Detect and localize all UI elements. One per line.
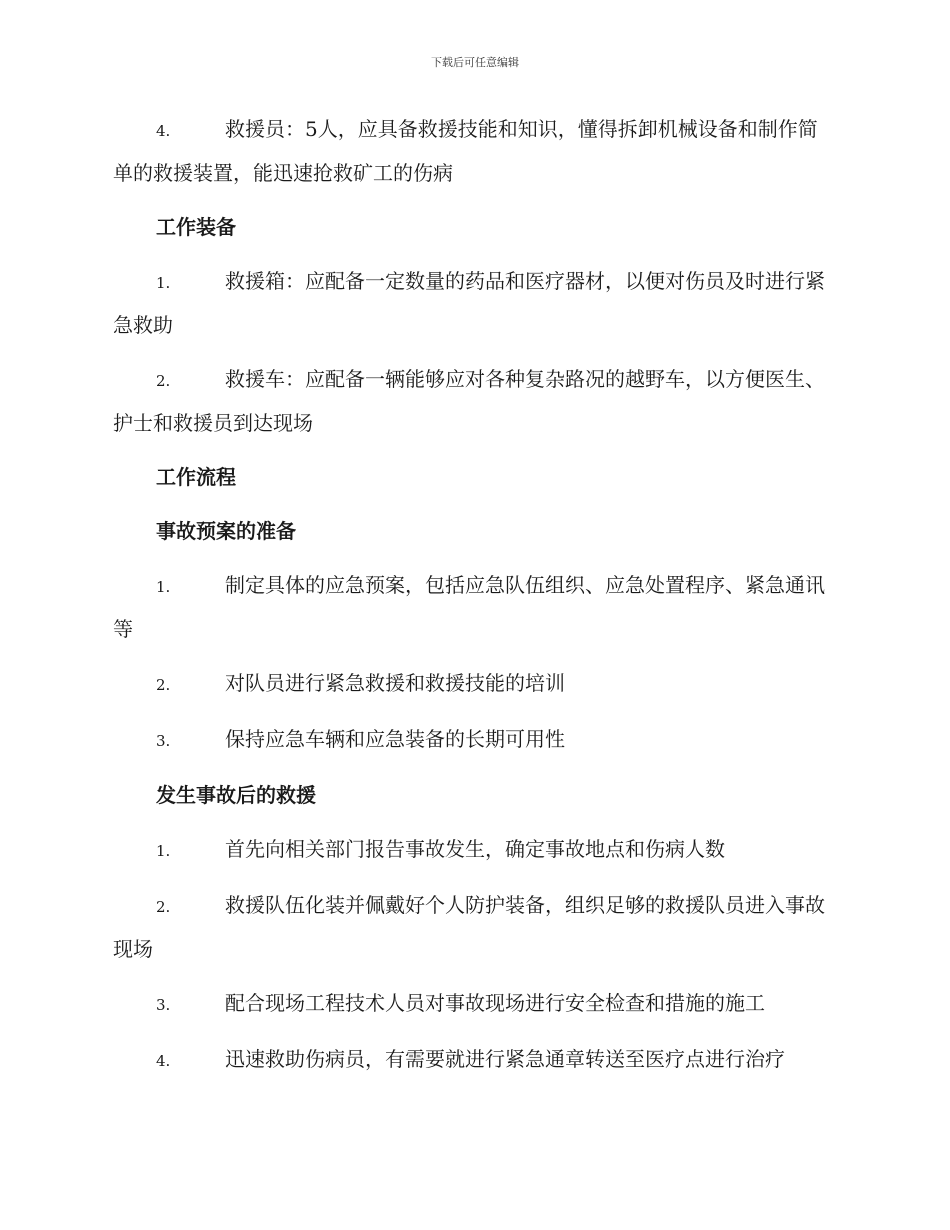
subsection-heading: 发生事故后的救援 [156, 783, 316, 807]
list-item [113, 108, 833, 194]
item-text: 救援箱：应配备一定数量的药品和医疗器材，以便对伤员及时进行紧急救助 [113, 269, 825, 337]
item-number: 4. [156, 122, 171, 140]
item-number: 3. [156, 996, 171, 1014]
item-text: 首先向相关部门报告事故发生，确定事故地点和伤病人数 [225, 837, 725, 861]
section-heading: 工作装备 [156, 215, 236, 239]
list-item [113, 884, 833, 970]
list-item [113, 718, 833, 762]
item-number: 1. [156, 274, 171, 292]
item-text: 救援队伍化装并佩戴好个人防护装备，组织足够的救援队员进入事故现场 [113, 893, 825, 961]
item-text: 对队员进行紧急救援和救援技能的培训 [225, 671, 565, 695]
item-number: 1. [156, 578, 171, 596]
list-item [113, 662, 833, 706]
document-body [113, 108, 833, 1094]
list-item [113, 260, 833, 346]
section-heading: 工作流程 [156, 465, 236, 489]
subsection-heading: 事故预案的准备 [156, 519, 296, 543]
list-item [113, 982, 833, 1026]
item-text: 救援车：应配备一辆能够应对各种复杂路况的越野车，以方便医生、护士和救援员到达现场 [113, 367, 825, 435]
header-note: 下载后可任意编辑 [431, 56, 519, 69]
list-item [113, 358, 833, 444]
item-number: 3. [156, 732, 171, 750]
item-text: 迅速救助伤病员，有需要就进行紧急通章转送至医疗点进行治疗 [225, 1047, 785, 1071]
list-item [113, 828, 833, 872]
item-text: 保持应急车辆和应急装备的长期可用性 [225, 727, 565, 751]
list-item [113, 1038, 833, 1082]
item-text: 配合现场工程技术人员对事故现场进行安全检查和措施的施工 [225, 991, 765, 1015]
list-item [113, 564, 833, 650]
item-number: 2. [156, 372, 171, 390]
item-number: 2. [156, 898, 171, 916]
item-number: 4. [156, 1052, 171, 1070]
item-text: 制定具体的应急预案，包括应急队伍组织、应急处置程序、紧急通讯等 [113, 573, 825, 641]
item-number: 1. [156, 842, 171, 860]
item-number: 2. [156, 676, 171, 694]
item-text: 救援员：5人，应具备救援技能和知识，懂得拆卸机械设备和制作简单的救援装置，能迅速抢救矿工的伤病 [113, 117, 818, 185]
